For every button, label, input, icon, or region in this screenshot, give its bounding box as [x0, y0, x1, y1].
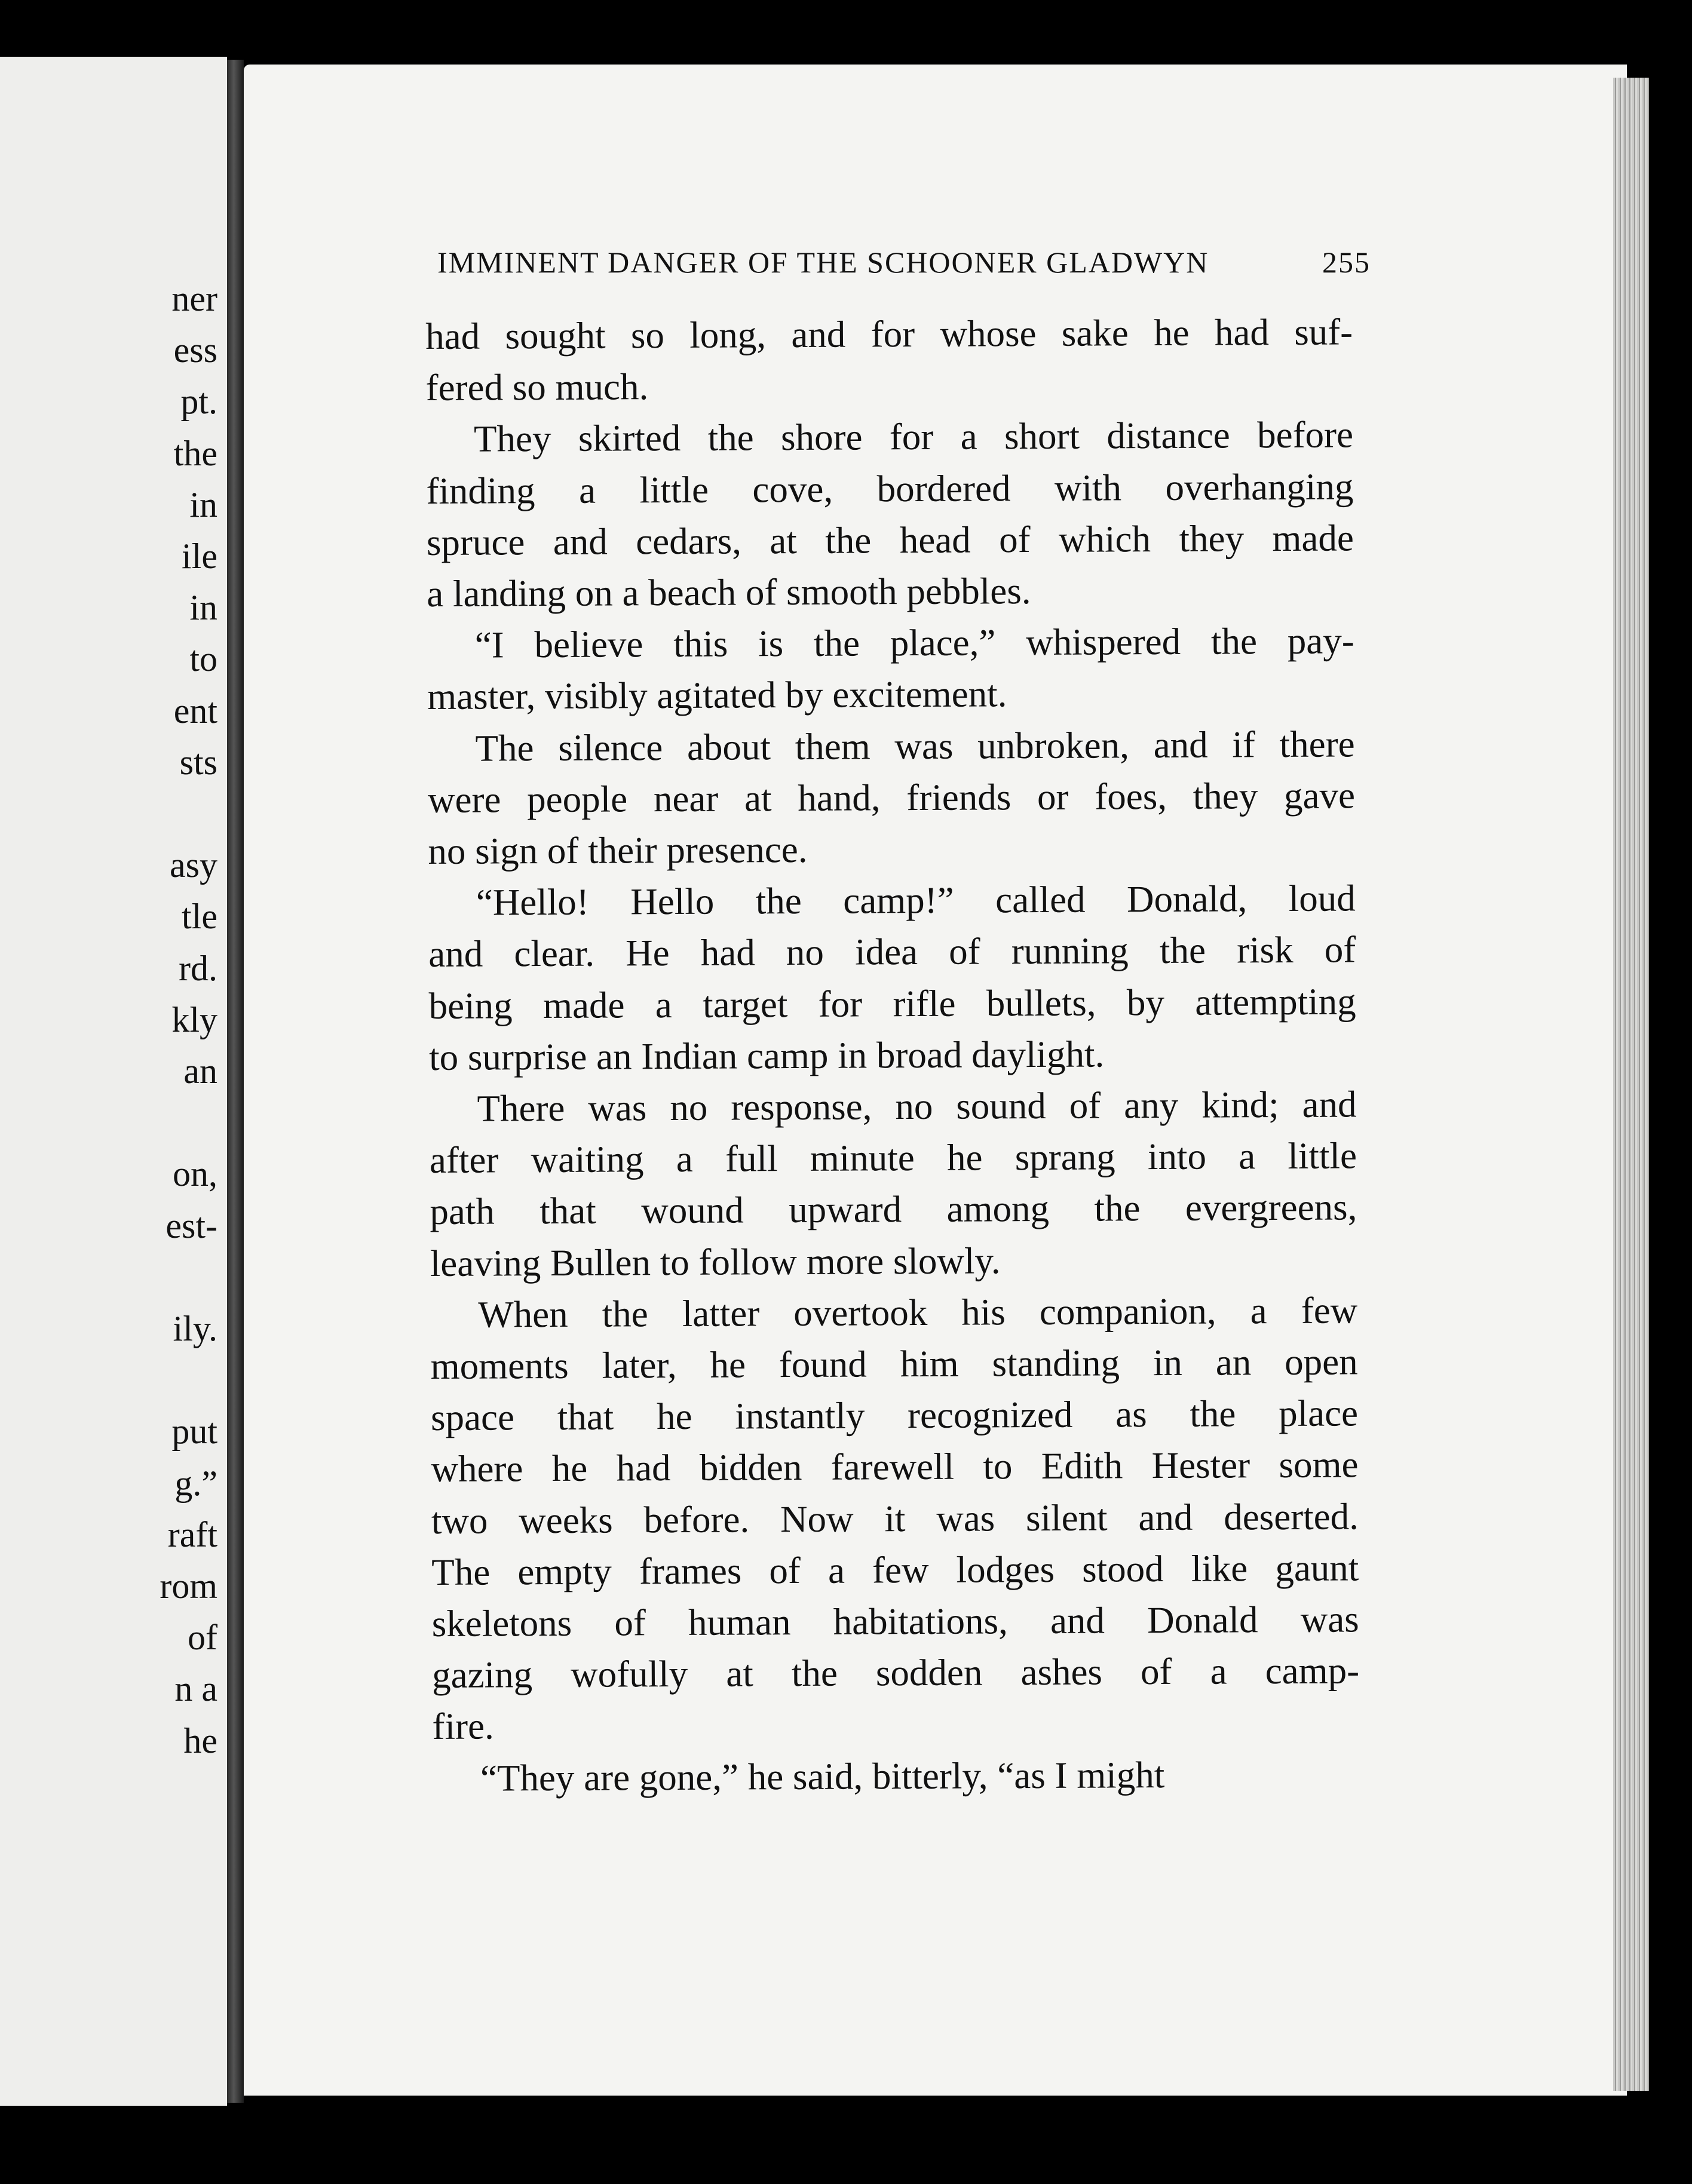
previous-page-fragment: the: [173, 433, 217, 473]
previous-page-fragment: ess: [173, 330, 217, 370]
previous-page-fragment: asy: [170, 845, 217, 885]
previous-page: [0, 57, 227, 2106]
previous-page-fragment: rd.: [179, 948, 217, 988]
paragraph: [429, 1078, 1357, 1289]
previous-page-fragment: g.”: [174, 1463, 217, 1503]
text-line: had sought so long, and for whose sake he had suf-: [425, 311, 1353, 357]
previous-page-fragment: est-: [165, 1206, 217, 1246]
previous-page-fragment: kly: [171, 999, 217, 1039]
text-line: finding a little cove, bordered with overhanging: [426, 465, 1354, 512]
previous-page-fragment: ily.: [173, 1309, 217, 1348]
previous-page-fragment: pt.: [180, 382, 217, 422]
text-line: The empty frames of a few lodges stood like gaunt: [431, 1547, 1359, 1593]
text-line: after waiting a full minute he sprang into a little: [429, 1134, 1357, 1182]
text-line: path that wound upward among the evergreens,: [430, 1186, 1357, 1233]
text-line: being made a target for rifle bullets, by attempting: [428, 980, 1356, 1027]
previous-page-fragment: n a: [174, 1669, 217, 1709]
previous-page-fragment: ile: [182, 536, 217, 576]
text-line: gazing wofully at the sodden ashes of a camp-: [431, 1649, 1360, 1697]
text-line: They skirted the shore for a short distance before: [473, 413, 1354, 461]
page-fore-edge: [1613, 78, 1649, 2091]
previous-page-fragment: ner: [171, 279, 217, 318]
previous-page-fragment: of: [188, 1618, 217, 1658]
paragraph: [433, 1748, 1360, 1804]
text-line: There was no response, no sound of any kind; and: [477, 1083, 1357, 1130]
text-line: fire.: [432, 1705, 494, 1748]
text-line: a landing on a beach of smooth pebbles.: [427, 570, 1031, 615]
previous-page-fragment: put: [171, 1412, 217, 1452]
text-line: When the latter overtook his companion, a few: [478, 1289, 1358, 1336]
text-line: to surprise an Indian camp in broad daylight.: [428, 1033, 1105, 1078]
text-line: fered so much.: [425, 366, 649, 409]
previous-page-fragment: in: [189, 588, 217, 628]
paragraph: [425, 306, 1353, 413]
text-line: “I believe this is the place,” whispered the pay-: [474, 619, 1354, 666]
text-line: two weeks before. Now it was silent and deserted.: [431, 1495, 1359, 1542]
text-line: where he had bidden farewell to Edith Hester some: [431, 1443, 1359, 1490]
previous-page-fragment: raft: [167, 1514, 217, 1554]
text-line: spruce and cedars, at the head of which they made: [426, 517, 1354, 563]
text-line: no sign of their presence.: [428, 828, 808, 873]
text-line: skeletons of human habitations, and Donald was: [431, 1598, 1359, 1645]
text-line: space that he instantly recognized as the place: [430, 1392, 1359, 1439]
text-line: The silence about them was unbroken, and if there: [475, 723, 1355, 769]
previous-page-fragment: in: [189, 484, 217, 524]
text-line: “Hello! Hello the camp!” called Donald, loud: [476, 877, 1356, 924]
body-text: [425, 306, 1360, 1803]
paragraph: [427, 615, 1355, 723]
previous-page-fragment: sts: [179, 742, 217, 782]
text-line: leaving Bullen to follow more slowly.: [430, 1239, 1001, 1284]
previous-page-fragment: ent: [173, 691, 217, 731]
text-line: were people near at hand, friends or foes, they gave: [427, 774, 1356, 821]
text-line: “They are gone,” he said, bitterly, “as I might: [480, 1753, 1165, 1799]
previous-page-fragment: he: [183, 1720, 217, 1760]
paragraph: [430, 1284, 1360, 1752]
text-line: master, visibly agitated by excitement.: [427, 673, 1007, 718]
previous-page-fragment: tle: [182, 897, 217, 937]
text-line: moments later, he found him standing in an open: [430, 1341, 1358, 1388]
paragraph: [427, 718, 1355, 877]
previous-page-fragment: to: [189, 639, 217, 679]
previous-page-fragment: an: [183, 1051, 217, 1091]
paragraph: [426, 409, 1354, 619]
running-head-title: IMMINENT DANGER OF THE SCHOONER GLADWYN: [437, 246, 1209, 279]
book-gutter: [227, 60, 244, 2103]
paragraph: [428, 873, 1357, 1083]
text-line: and clear. He had no idea of running the risk of: [428, 928, 1356, 976]
previous-page-fragment: on,: [173, 1154, 217, 1194]
page-number: 255: [1322, 246, 1371, 279]
previous-page-fragment: rom: [160, 1566, 217, 1606]
